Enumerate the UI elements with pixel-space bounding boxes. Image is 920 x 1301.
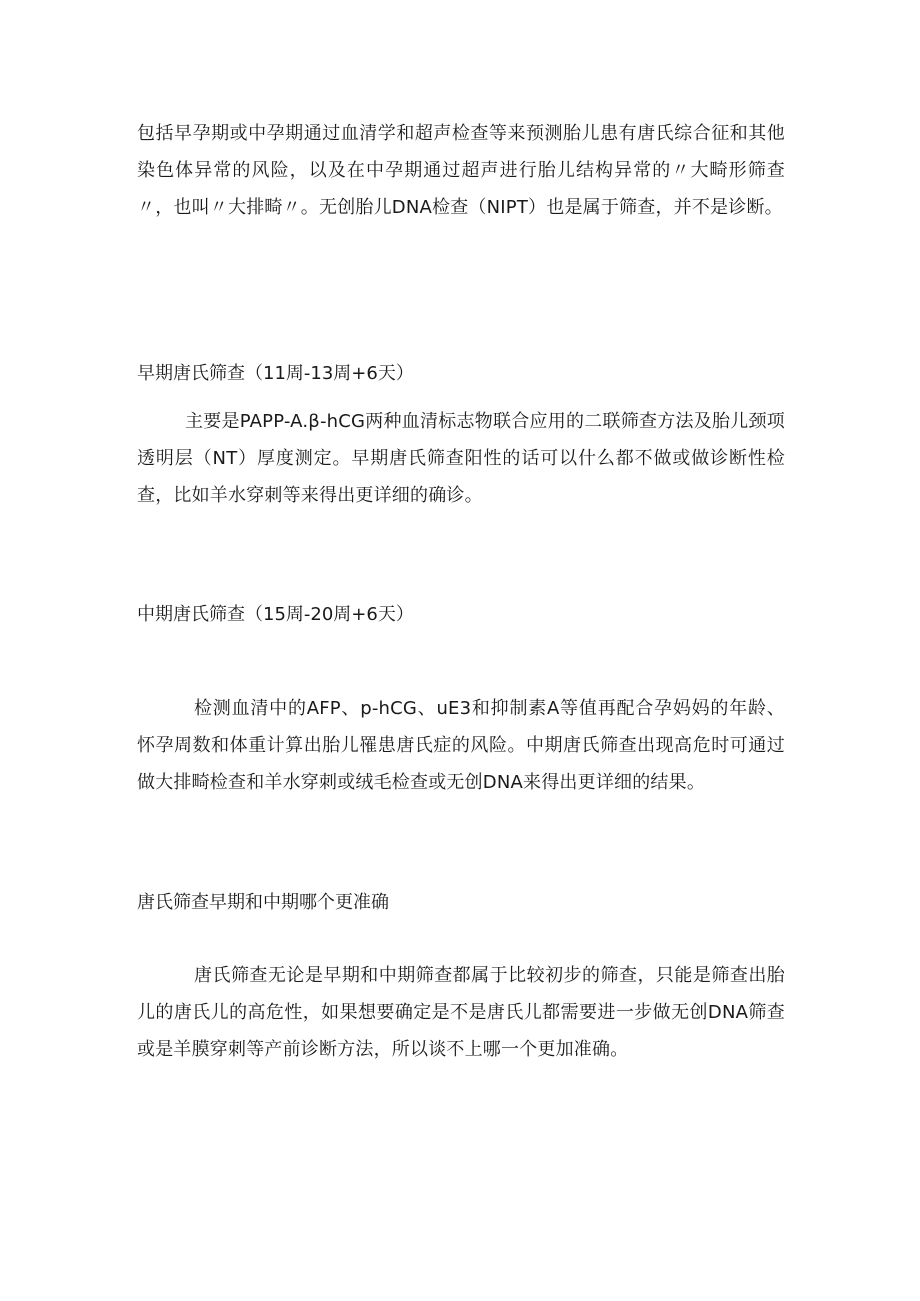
comparison-heading: 唐氏筛查早期和中期哪个更准确 — [137, 892, 389, 913]
comparison-paragraph: 唐氏筛查无论是早期和中期筛查都属于比较初步的筛查，只能是筛查出胎儿的唐氏儿的高危性，如果想要确定是不是唐氏儿都需要进一步做无创DNA筛查或是羊膜穿刺等产前诊断方法，所以谈不上哪一个更加准确。 — [137, 965, 785, 1060]
intro-paragraph: 包括早孕期或中孕期通过血清学和超声检查等来预测胎儿患有唐氏综合征和其他染色体异常的风险，以及在中孕期通过超声进行胎儿结构异常的〃大畸形筛查〃，也叫〃大排畸〃。无创胎儿DNA检查（NIPT）也是属于筛查，并不是诊断。 — [137, 123, 785, 218]
early-screening-paragraph: 主要是PAPP-A.β-hCG两种血清标志物联合应用的二联筛查方法及胎儿颈项透明层（NT）厚度测定。早期唐氏筛查阳性的话可以什么都不做或做诊断性检查，比如羊水穿刺等来得出更详细的确诊。 — [137, 411, 785, 506]
mid-screening-paragraph: 检测血清中的AFP、p-hCG、uE3和抑制素A等值再配合孕妈妈的年龄、怀孕周数和体重计算出胎儿罹患唐氏症的风险。中期唐氏筛查出现高危时可通过做大排畸检查和羊水穿刺或绒毛检查或无创DNA来得出更详细的结果。 — [137, 698, 785, 793]
early-screening-heading: 早期唐氏筛查（11周-13周+6天） — [137, 363, 414, 384]
mid-screening-heading: 中期唐氏筛查（15周-20周+6天） — [137, 604, 414, 625]
